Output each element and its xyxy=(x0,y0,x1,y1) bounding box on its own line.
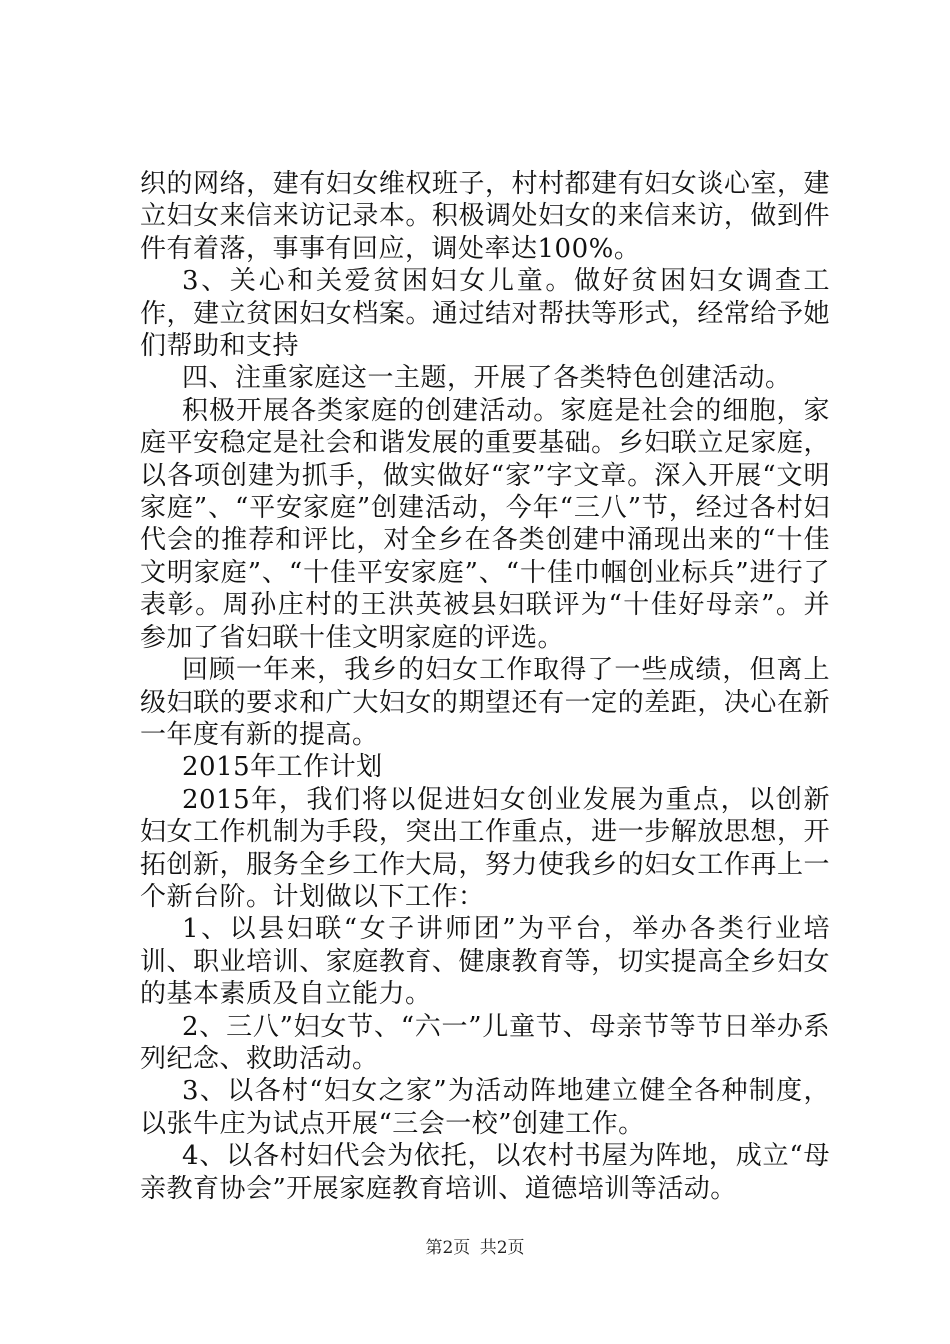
page-footer xyxy=(0,1238,950,1258)
paragraph-4: 回顾一年来，我乡的妇女工作取得了一些成绩，但离上级妇联的要求和广大妇女的期望还有一定的差距，决心在新一年度有新的提高。 xyxy=(140,655,830,750)
plan-item-1: 1、以县妇联“女子讲师团”为平台，举办各类行业培训、职业培训、家庭教育、健康教育等，切实提高全乡妇女的基本素质及自立能力。 xyxy=(140,914,830,1010)
plan-heading: 2015年工作计划 xyxy=(182,752,383,783)
page-number-current: 第2页 xyxy=(425,1238,471,1258)
plan-item-3: 3、以各村“妇女之家”为活动阵地建立健全各种制度，以张牛庄为试点开展“三会一校”创建工作。 xyxy=(140,1076,830,1139)
document-body xyxy=(140,168,830,1205)
paragraph-2: 3、关心和关爱贫困妇女儿童。做好贫困妇女调查工作，建立贫困妇女档案。通过结对帮扶等形式，经常给予她们帮助和支持 xyxy=(140,266,830,362)
plan-item-2: 2、三八”妇女节、“六一”儿童节、母亲节等节日举办系列纪念、救助活动。 xyxy=(140,1011,830,1074)
section-heading-4: 四、注重家庭这一主题，开展了各类特色创建活动。 xyxy=(182,363,792,394)
paragraph-3: 积极开展各类家庭的创建活动。家庭是社会的细胞，家庭平安稳定是社会和谐发展的重要基础。乡妇联立足家庭，以各项创建为抓手，做实做好“家”字文章。深入开展“文明家庭”、“平安家庭”创建活动，今年“三八”节，经过各村妇代会的推荐和评比，对全乡在各类创建中涌现出来的“十佳文明家庭”、“十佳平安家庭”、“十佳巾帼创业标兵”进行了表彰。周孙庄村的王洪英被县妇联评为“十佳好母亲”。并参加了省妇联十佳文明家庭的评选。 xyxy=(140,395,830,653)
paragraph-5: 2015年，我们将以促进妇女创业发展为重点，以创新妇女工作机制为手段，突出工作重点，进一步解放思想，开拓创新，服务全乡工作大局，努力使我乡的妇女工作再上一个新台阶。计划做以下工作： xyxy=(140,784,830,912)
paragraph-1: 织的网络，建有妇女维权班子，村村都建有妇女谈心室，建立妇女来信来访记录本。积极调处妇女的来信来访，做到件件有着落，事事有回应，调处率达100%。 xyxy=(140,169,830,264)
page-number-total: 共2页 xyxy=(479,1238,525,1258)
plan-item-4: 4、以各村妇代会为依托，以农村书屋为阵地，成立“母亲教育协会”开展家庭教育培训、道德培训等活动。 xyxy=(140,1141,830,1204)
